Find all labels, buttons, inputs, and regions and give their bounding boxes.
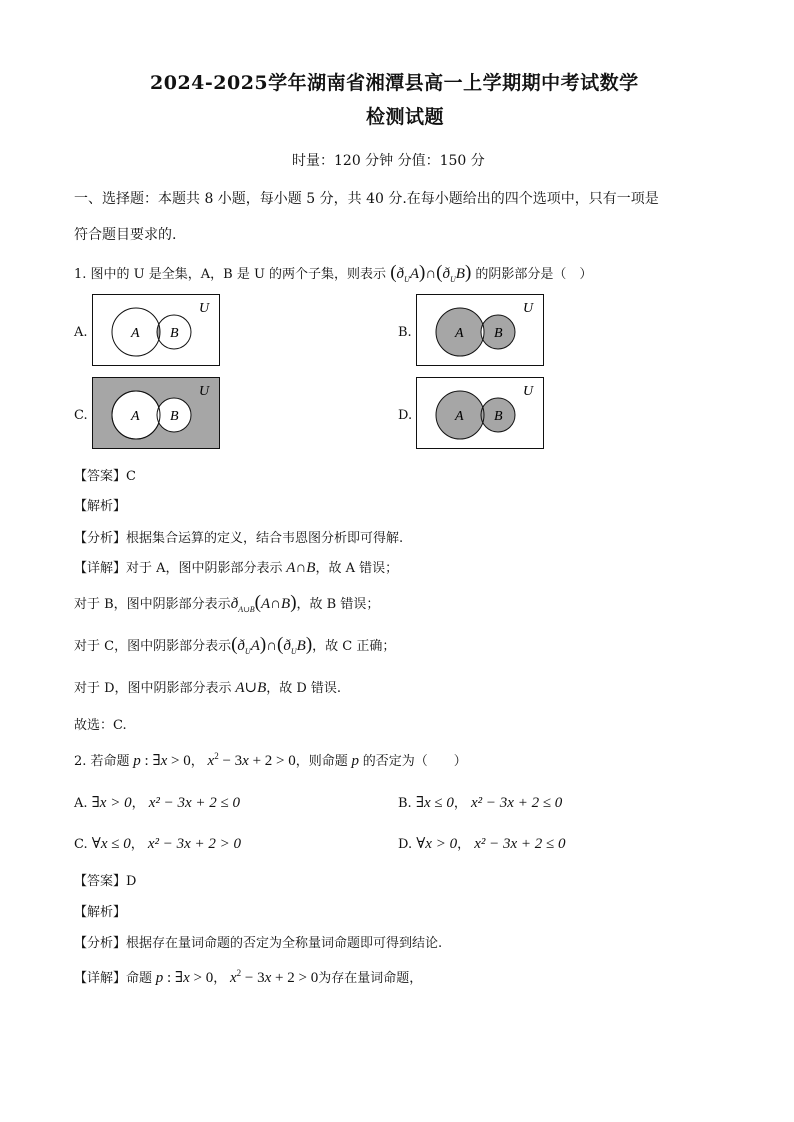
label-b: B [170, 409, 179, 424]
q1-detail-c-math: $(ð_UA)\cap(ð_UB)$ [231, 634, 313, 656]
question-2-stem: 2. 若命题 p : ∃x > 0， $x^2 - 3x + 2 > 0$，则命题 p 的否定为（ ） [74, 751, 467, 769]
venn-diagram-b [416, 294, 546, 370]
q1-detail-a-post: ，故 A 错误； [315, 561, 399, 576]
section-heading: 一、选择题：本题共 8 小题，每小题 5 分，共 40 分.在每小题给出的四个选项中，只有一项是 [74, 191, 659, 207]
q1-option-d-label: D. [398, 408, 413, 423]
q1-detail-b-post: ，故 B 错误； [296, 597, 380, 612]
q2-detail-post: 为存在量词命题， [318, 971, 423, 986]
label-a: A [455, 409, 464, 424]
q1-detail-b [74, 592, 379, 614]
q1-detail-c-pre: 对于 C，图中阴影部分表示 [74, 639, 232, 654]
q1-formula: $(ð_UA)\cap(ð_UB)$ [390, 262, 472, 284]
q2-detail: 【详解】命题 p : ∃x > 0， $x^2 - 3x + 2 > 0$为存在量词命题， [74, 968, 423, 986]
q2-stem-mid: ，则命题 [295, 754, 348, 769]
q2-option-expression: x² − 3x + 2 ≤ 0 [148, 795, 241, 811]
q2-detail-inequality: $x^2 - 3x + 2 > 0$ [226, 968, 319, 986]
q2-p-symbol: p [347, 753, 363, 769]
label-u: U [199, 384, 210, 399]
q1-option-a-label: A. [74, 325, 88, 340]
q1-detail-a-math: A∩B [282, 560, 316, 576]
label-a: A [131, 409, 140, 424]
label-u: U [523, 384, 534, 399]
q1-analysis-label: 【解析】 [74, 499, 127, 514]
q1-detail-c [74, 634, 395, 656]
q1-conclusion: 故选：C. [74, 718, 127, 733]
q2-fenxi: 【分析】根据存在量词命题的否定为全称量词命题即可得到结论. [74, 936, 443, 951]
q2-option-c: C. ∀x ≤ 0， x² − 3x + 2 > 0 [74, 836, 242, 852]
q1-detail-d-math: A∪B [231, 680, 267, 696]
venn-diagram-c [92, 377, 222, 453]
q1-detail-a [74, 557, 398, 577]
label-u: U [523, 301, 534, 316]
q1-detail-a-pre: 【详解】对于 A，图中阴影部分表示 [74, 561, 283, 576]
label-b: B [494, 409, 503, 424]
q1-detail-d-pre: 对于 D，图中阴影部分表示 [74, 681, 232, 696]
venn-diagram-d [416, 377, 546, 453]
q2-option-expression: x² − 3x + 2 ≤ 0 [471, 795, 563, 811]
label-b: B [494, 326, 503, 341]
q2-option-b: B. ∃x ≤ 0， x² − 3x + 2 ≤ 0 [398, 795, 563, 811]
exam-info: 时量：120 分钟 分值：150 分 [292, 153, 485, 169]
q2-option-letter: D. [398, 837, 413, 852]
q2-option-quantifier: ∃x ≤ 0 [415, 795, 454, 811]
q2-option-expression: x² − 3x + 2 > 0 [147, 836, 242, 852]
q1-stem-post: 的阴影部分是（ ） [475, 267, 593, 282]
q2-option-expression: x² − 3x + 2 ≤ 0 [474, 836, 566, 852]
label-a: A [131, 326, 140, 341]
page-title-line2: 检测试题 [366, 106, 445, 128]
q1-detail-b-pre: 对于 B，图中阴影部分表示 [74, 597, 231, 612]
question-1-stem [74, 262, 592, 284]
q2-option-quantifier: ∀x ≤ 0 [91, 836, 131, 852]
q1-option-c-label: C. [74, 408, 88, 423]
q1-answer: 【答案】C [74, 469, 136, 484]
q1-detail-d [74, 677, 341, 697]
q2-stem-pre: 2. 若命题 [74, 754, 130, 769]
label-a: A [455, 326, 464, 341]
q2-option-d: D. ∀x > 0， x² − 3x + 2 ≤ 0 [398, 836, 566, 852]
label-u: U [199, 301, 210, 316]
q1-detail-c-post: ，故 C 正确； [312, 639, 396, 654]
q2-option-a: A. ∃x > 0， x² − 3x + 2 ≤ 0 [74, 795, 241, 811]
page-title: 2024-2025学年湖南省湘潭县高一上学期期中考试数学 [150, 72, 639, 94]
q1-detail-b-math: $ð_{A\cup B}(A\cap B)$ [230, 592, 297, 614]
q2-detail-proposition: p : ∃x > 0 [152, 970, 214, 986]
q1-option-b-label: B. [398, 325, 412, 340]
q1-stem-pre: 1. 图中的 U 是全集，A，B 是 U 的两个子集，则表示 [74, 267, 387, 282]
q1-fenxi: 【分析】根据集合运算的定义，结合韦恩图分析即可得解. [74, 531, 404, 546]
q2-option-letter: A. [74, 796, 88, 811]
section-heading-cont: 符合题目要求的. [74, 227, 177, 243]
q2-analysis-label: 【解析】 [74, 905, 127, 920]
q2-stem-post: 的否定为（ ） [362, 754, 467, 769]
q2-option-quantifier: ∀x > 0 [416, 836, 458, 852]
label-b: B [170, 326, 179, 341]
q2-detail-pre: 【详解】命题 [74, 971, 153, 986]
q2-option-letter: B. [398, 796, 412, 811]
venn-diagram-a [92, 294, 222, 370]
q2-option-quantifier: ∃x > 0 [91, 795, 132, 811]
q2-option-letter: C. [74, 837, 88, 852]
q1-detail-d-post: ，故 D 错误. [266, 681, 342, 696]
q2-inequality: $x^2 - 3x + 2 > 0$ [203, 751, 296, 769]
q2-answer: 【答案】D [74, 874, 137, 889]
q2-proposition: p : ∃x > 0 [129, 753, 191, 769]
